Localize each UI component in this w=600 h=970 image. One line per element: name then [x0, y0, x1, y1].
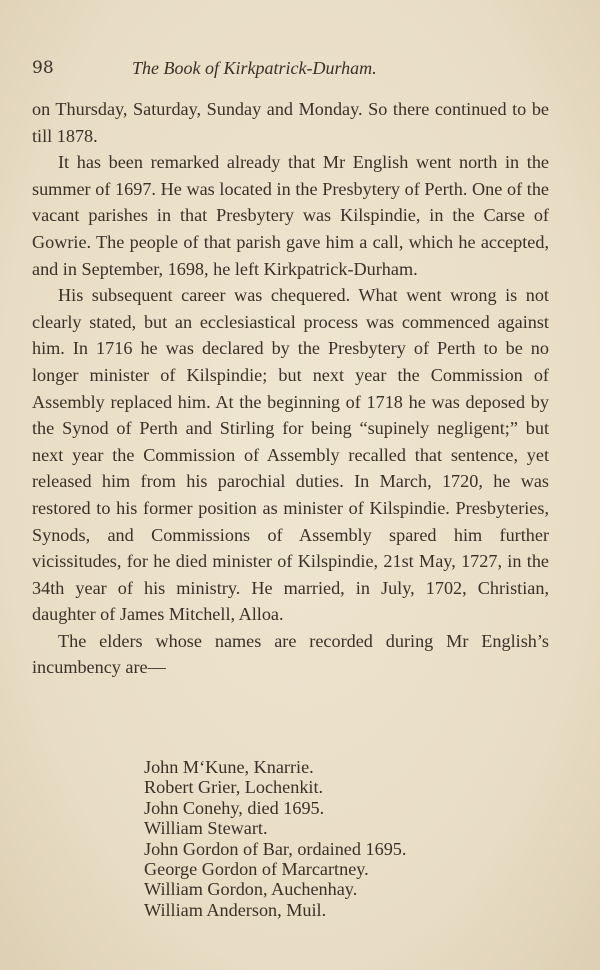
list-item: Robert Grier, Lochenkit. [144, 777, 324, 798]
list-item: John Conehy, died 1695. [144, 797, 325, 818]
paragraph-career: His subsequent career was chequered. What went wrong is not clearly stated, but an ecclesiastical process was commenced against him. In 1716 he was declared by the Presbytery of Perth to be no longer minister of Kilspindie; but next year the Commission of Assembly replaced him. At the beginning of 1718 he was deposed by the Synod of Perth and Stirling for being “supinely negligent;” but next year the Commission of Assembly recalled that sentence, yet released him from his parochial duties. In March, 1720, he was restored to his former position as minister of Kilspindie. Presbyteries, Synods, and Commissions of Assembly spared him further vicissitudes, for he died minister of Kilspindie, 21st May, 1727, in the 34th year of his ministry. He married, in July, 1702, Christian, daughter of James Mitchell, Alloa. [32, 285, 549, 625]
list-item: William Stewart. [144, 818, 268, 839]
elders-list [144, 757, 544, 920]
paragraph-elders-intro: The elders whose names are recorded during Mr English’s incumbency are— [32, 630, 549, 678]
list-item: George Gordon of Marcartney. [144, 859, 369, 880]
list-item: John Gordon of Bar, ordained 1695. [144, 838, 407, 859]
list-item: William Anderson, Muil. [144, 899, 327, 920]
list-item: John M‘Kune, Knarrie. [144, 757, 314, 777]
page-number: 98 [32, 58, 54, 78]
paragraph-continuation: on Thursday, Saturday, Sunday and Monday. So there continued to be till 1878. [32, 99, 549, 146]
body-text [32, 96, 549, 681]
running-title: The Book of Kirkpatrick-Durham. [132, 58, 377, 78]
paragraph-english-call: It has been remarked already that Mr English went north in the summer of 1697. He was located in the Presbytery of Perth. One of the vacant parishes in that Presbytery was Kilspindie, in the Carse of Gowrie. The people of that parish gave him a call, which he accepted, and in September, 1698, he left Kirkpatrick-Durham. [32, 152, 549, 279]
page-header [32, 58, 552, 84]
list-item: William Gordon, Auchenhay. [144, 879, 358, 900]
